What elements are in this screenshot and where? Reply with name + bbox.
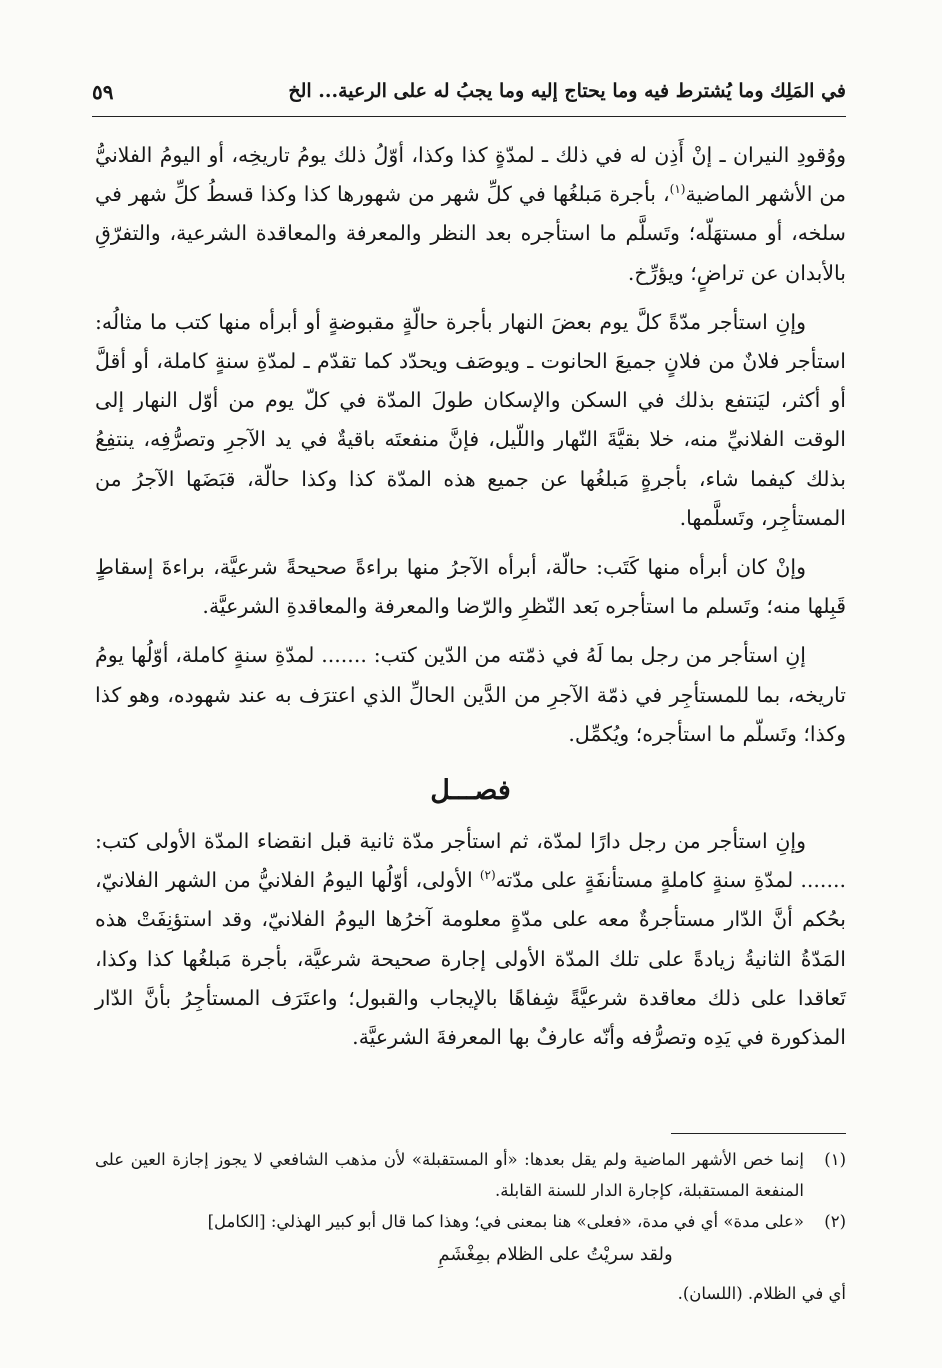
footnote-number: (١) <box>824 1150 846 1169</box>
footnote-1 <box>95 1144 846 1206</box>
paragraph-4: إنِ استأجر من رجل بما لَهُ في ذمّته من الدّين كتب: ....... لمدّةِ سنةٍ كاملة، أوّلُها يومُ تاريخه، بما للمستأجِر في ذمّة الآجرِ من الدَّين الحالِّ الذي اعترَف به عند شهوده، وهو كذا وكذا؛ وتَسلّم ما استأجره؛ ويُكمِّل. <box>95 643 846 746</box>
page-number: ٥٩ <box>92 80 114 104</box>
poetry-verse: ولقد سريْتُ على الظلام بمِغْشَمِ <box>438 1244 673 1265</box>
footnote-2-continuation: أي في الظلام. (اللسان). <box>677 1284 846 1303</box>
paragraph-text: ، بأجرة مَبلغُها في كلِّ شهر من شهورها كذا وكذا قسطُ كلِّ شهر في سلخه، أو مستهَلّه؛ وتَسلَّم ما استأجره بعد النظر والمعرفة والمعاقدة الشرعية، والتفرّقِ بالأبدان عن تراضٍ؛ ويؤرِّخ. <box>95 182 846 285</box>
footnote-text: «على مدة» أي في مدة، «فعلى» هنا بمعنى في؛ وهذا كما قال أبو كبير الهذلي: [الكامل] <box>207 1212 804 1231</box>
footnote-2 <box>95 1206 846 1237</box>
footnote-separator <box>671 1133 846 1134</box>
footnote-ref-2[interactable]: (٢) <box>479 868 496 883</box>
footnote-number: (٢) <box>824 1212 846 1231</box>
page-header <box>92 78 846 108</box>
footnote-ref-1[interactable]: (١) <box>669 182 686 197</box>
footnote-text: إنما خص الأشهر الماضية ولم يقل بعدها: «أو المستقبلة» لأن مذهب الشافعي لا يجوز إجازة العين على المنفعة المستقبلة، كإجارة الدار للسنة القابلة. <box>95 1150 804 1200</box>
running-title: في المَلِك وما يُشترط فيه وما يحتاج إليه وما يجبُ له على الرعية... الخ <box>288 80 846 102</box>
paragraph-text: ووُقودِ النيران ـ إنْ أَذِن له في ذلك ـ لمدّةٍ كذا وكذا، أوّلُ ذلك يومُ تاريخِه، أو اليومُ الفلانيُّ من الأشهر الماضية <box>95 143 846 207</box>
paragraph-5 <box>95 822 846 1057</box>
footnotes <box>95 1144 846 1309</box>
paragraph-3: وإنْ كان أبرأه منها كَتَب: حالّة، أبرأه الآجرُ منها براءةً صحيحةً شرعيَّة، براءةَ إسقاطٍ قَبِلها منه؛ وتَسلم ما استأجره بَعد النّظرِ والرّضا والمعرفة والمعاقدةِ الشرعيَّة. <box>95 555 846 619</box>
main-text <box>95 136 846 1057</box>
paragraph-text: الأولى، أوّلُها اليومُ الفلانيُّ من الشهر الفلانيّ، بحُكم أنَّ الدّار مستأجرةٌ معه على مدّةٍ معلومة آخرُها اليومُ الفلانيّ، وقد استؤنِفَتْ هذه المَدّةُ الثانيةُ زيادةً على تلك المدّة الأولى إجارة صحيحة شرعيَّة، بأجرة مَبلغُها كذا وكذا، تَعاقدا على ذلك معاقدة شرعيَّةً شِفاهًا بالإيجاب والقبول؛ واعتَرَف المستأجِرُ بأنَّ الدّار المذكورة في يَدِه وتصرُّفه وأنّه عارفٌ بها المعرفةَ الشرعيَّة. <box>95 868 846 1050</box>
paragraph-2: وإنِ استأجر مدّةً كلَّ يوم بعضَ النهار بأجرة حالّةٍ مقبوضةٍ أو أبرأه منها كتب ما مثالُه: استأجر فلانٌ من فلانٍ جميعَ الحانوت ـ ويوصَف ويحدّد كما تقدّم ـ لمدّةِ سنةٍ كاملة، أو أقلَّ أو أكثر، ليَنتفع بذلك في السكن والإسكان طولَ المدّة في كلّ يوم من أوّل النهار إلى الوقت الفلانيِّ منه، خلا بقيَّةَ النّهار واللّيل، فإنَّ منفعتَه باقيةٌ في يد الآجرِ وتصرُّفِه، ينتفِعُ بذلك كيفما شاء، بأجرةٍ مَبلغُها عن جميع هذه المدّة كذا وكذا حالّة، قبَضَها الآجرُ من المستأجِر، وتَسلَّمها. <box>95 309 846 530</box>
header-rule <box>92 116 846 117</box>
paragraph-1 <box>95 136 846 293</box>
section-heading: فصـــل <box>430 775 511 807</box>
paragraph-text: وإنِ استأجر من رجل دارًا لمدّة، ثم استأجر مدّة ثانية قبل انقضاء المدّة الأولى كتب: ....... لمدّةِ سنةٍ كاملةٍ مستأنفَةٍ على مدّته <box>95 829 846 893</box>
